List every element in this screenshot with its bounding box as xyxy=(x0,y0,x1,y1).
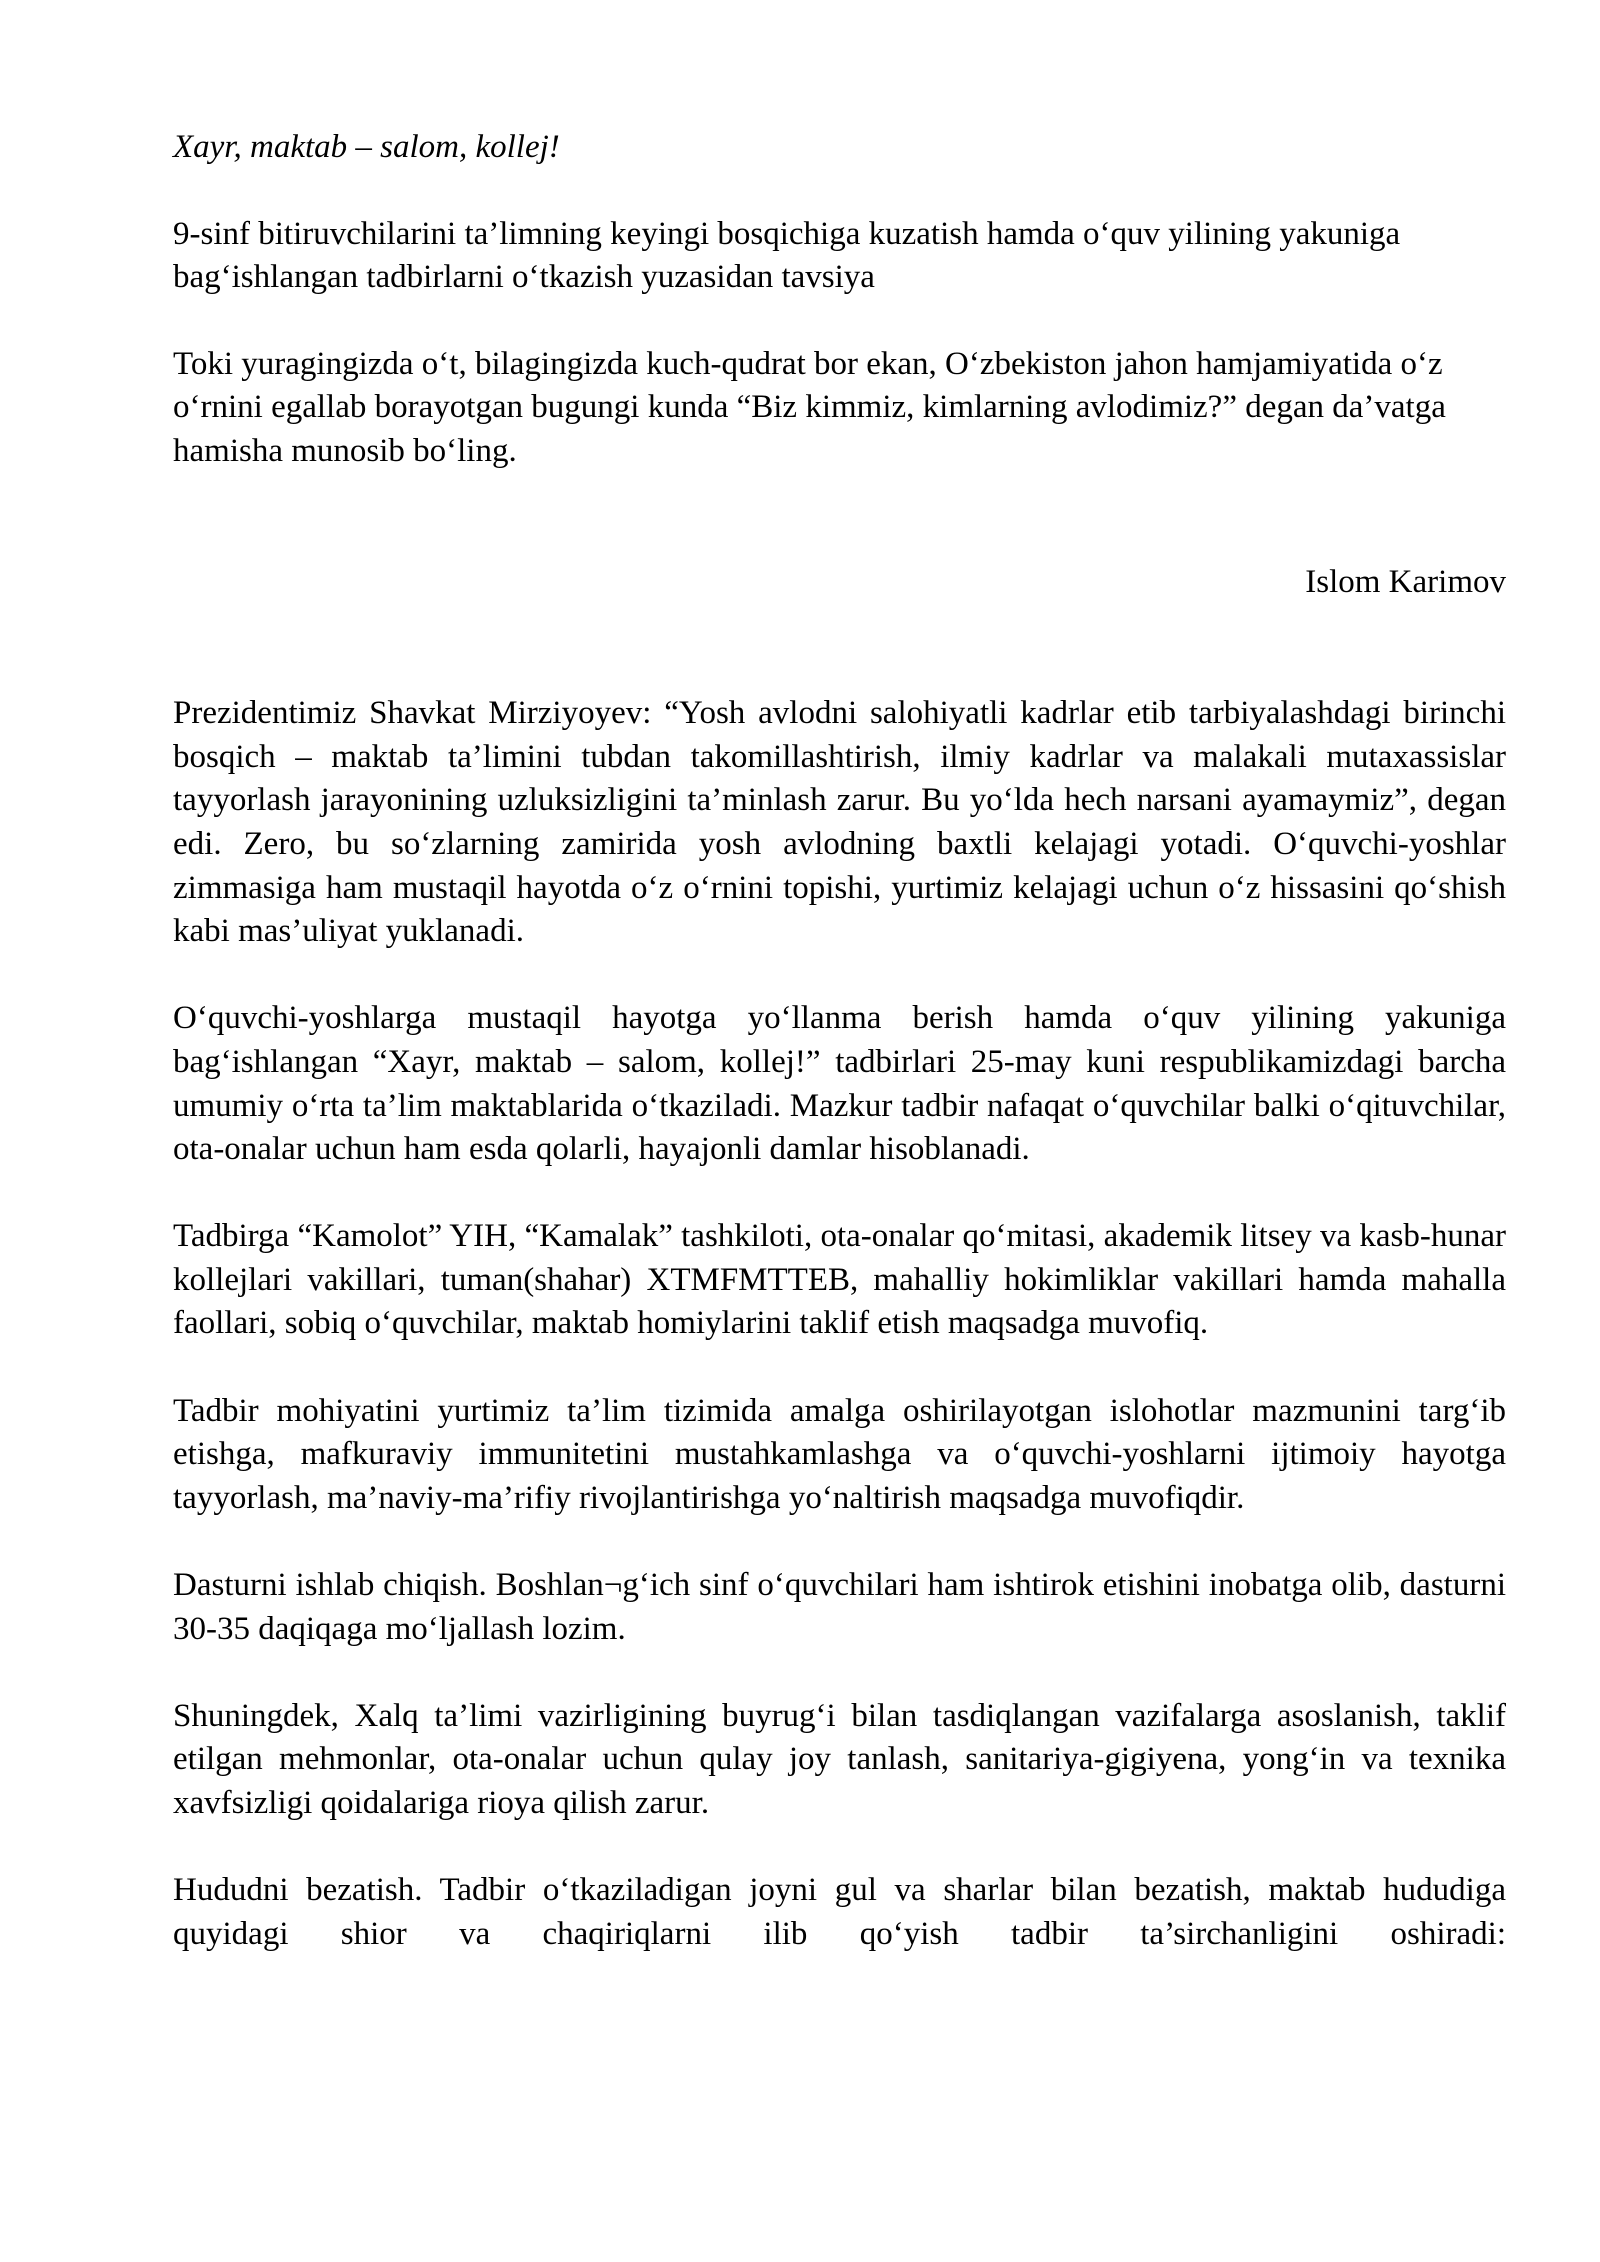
paragraph-safety-rules: Shuningdek, Xalq ta’limi vazirligining buyrug‘i bilan tasdiqlangan vazifalarga asoslanish, taklif etilgan mehmonlar, ota-onalar uchun qulay joy tanlash, sanitariya-gigiyena, yong‘in va texnika xavfsizligi qoidalariga rioya qilish zarur. xyxy=(173,1697,1506,1821)
document-title: Xayr, maktab – salom, kollej! xyxy=(173,129,560,165)
document-subtitle: 9-sinf bitiruvchilarini ta’limning keyingi bosqichiga kuzatish hamda o‘quv yilining yakuniga bag‘ishlangan tadbirlarni o‘tkazish yuzasidan tavsiya xyxy=(173,215,1401,296)
paragraph-president-quote: Prezidentimiz Shavkat Mirziyoyev: “Yosh avlodni salohiyatli kadrlar etib tarbiyalashdagi birinchi bosqich – maktab ta’limini tubdan takomillashtirish, ilmiy kadrlar va malakali mutaxassislar tayyorlash jarayonining uzluksizligini ta’minlash zarur. Bu yo‘lda hech narsani ayamaymiz”, degan edi. Zero, bu so‘zlarning zamirida yosh avlodning baxtli kelajagi yotadi. O‘quvchi-yoshlar zimmasiga ham mustaqil hayotda o‘z o‘rnini topishi, yurtimiz kelajagi uchun o‘z hissasini qo‘shish kabi mas’uliyat yuklanadi. xyxy=(173,695,1506,950)
paragraph-area-decoration: Hududni bezatish. Tadbir o‘tkaziladigan joyni gul va sharlar bilan bezatish, maktab hududiga quyidagi shior va chaqiriqlarni ilib qo‘yish tadbir ta’sirchanligini oshiradi: xyxy=(173,1872,1506,1952)
document-body xyxy=(173,126,1506,1956)
paragraph-program-development: Dasturni ishlab chiqish. Boshlan¬g‘ich sinf o‘quvchilari ham ishtirok etishini inobatga olib, dasturni 30-35 daqiqaga mo‘ljallash lozim. xyxy=(173,1567,1506,1647)
paragraph-event-date: O‘quvchi-yoshlarga mustaqil hayotga yo‘llanma berish hamda o‘quv yilining yakuniga bag‘ishlangan “Xayr, maktab – salom, kollej!” tadbirlari 25-may kuni respublikamizdagi barcha umumiy o‘rta ta’lim maktablarida o‘tkaziladi. Mazkur tadbir nafaqat o‘quvchilar balki o‘qituvchilar, ota-onalar uchun ham esda qolarli, hayajonli damlar hisoblanadi. xyxy=(173,1000,1506,1168)
paragraph-invited-guests: Tadbirga “Kamolot” YIH, “Kamalak” tashkiloti, ota-onalar qo‘mitasi, akademik litsey va kasb-hunar kollejlari vakillari, tuman(shahar) XTMFMTTEB, mahalliy hokimliklar vakillari hamda mahalla faollari, sobiq o‘quvchilar, maktab homiylarini taklif etish maqsadga muvofiq. xyxy=(173,1218,1506,1342)
paragraph-event-purpose: Tadbir mohiyatini yurtimiz ta’lim tizimida amalga oshirilayotgan islohotlar mazmunini targ‘ib etishga, mafkuraviy immunitetini mustahkamlashga va o‘quvchi-yoshlarni ijtimoiy hayotga tayyorlash, ma’naviy-ma’rifiy rivojlantirishga yo‘naltirish maqsadga muvofiqdir. xyxy=(173,1392,1506,1516)
epigraph-quote: Toki yuragingizda o‘t, bilagingizda kuch-qudrat bor ekan, O‘zbekiston jahon hamjamiyatida o‘z o‘rnini egallab borayotgan bugungi kunda “Biz kimmiz, kimlarning avlodimiz?” degan da’vatga hamisha munosib bo‘ling. xyxy=(173,345,1446,469)
epigraph-author: Islom Karimov xyxy=(1305,563,1506,600)
